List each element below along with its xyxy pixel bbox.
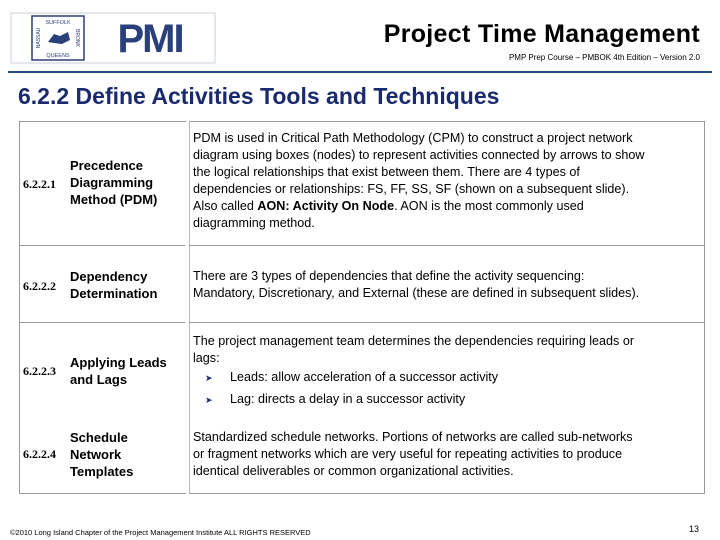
emblem-bottom-text: QUEENS	[46, 53, 70, 59]
pmi-chapter-logo	[10, 12, 216, 64]
arrow-bullet-icon: ➤	[205, 395, 213, 405]
row-number: 6.2.2.1	[23, 177, 56, 191]
technique-name: Schedule Network Templates	[70, 430, 134, 479]
bullet-item: ➤ Lag: directs a delay in a successor activity	[205, 389, 699, 411]
row-divider	[189, 322, 704, 323]
row-number: 6.2.2.3	[23, 364, 56, 378]
emblem-right-text: BRONX	[74, 29, 80, 47]
emblem-top-text: SUFFOLK	[45, 20, 71, 26]
emblem-left-text: NASSAU	[36, 27, 42, 49]
course-subtitle: PMP Prep Course – PMBOK 4th Edition – Version 2.0	[508, 53, 700, 62]
slide-title: Project Time Management	[383, 20, 700, 48]
arrow-bullet-icon: ➤	[205, 373, 213, 383]
copyright-footer: ©2010 Long Island Chapter of the Project Management Institute ALL RIGHTS RESERVED	[10, 528, 311, 537]
header-divider	[8, 71, 712, 73]
bullet-item: ➤ Leads: allow acceleration of a successor activity	[205, 367, 699, 389]
technique-name: Dependency Determination	[70, 269, 158, 301]
row-divider	[19, 245, 185, 246]
row-divider	[19, 322, 185, 323]
row-divider	[189, 245, 704, 246]
section-heading: 6.2.2 Define Activities Tools and Techniques	[18, 83, 500, 109]
technique-description: Standardized schedule networks. Portions of networks are called sub-networks or fragment networks which are very useful for repeating activities to produce identical deliverables or common organizational activities.	[193, 430, 633, 478]
aon-term: AON: Activity On Node	[257, 199, 395, 213]
technique-description: PDM is used in Critical Path Methodology (CPM) to construct a project network diagram using boxes (nodes) to represent activities connected by arrows to show the logical relationships that exist between them. There are 4 types of dependencies or relationships: FS, FF, SS, SF (shown on a subsequent slide). Also called AON: Activity On Node. AON is the most commonly used diagramming method.	[193, 130, 699, 232]
page-number: 13	[688, 524, 699, 534]
aon-line: Also called AON: Activity On Node. AON is the most commonly used	[193, 199, 584, 213]
row-number: 6.2.2.2	[23, 279, 56, 293]
technique-description: The project management team determines the dependencies requiring leads or lags: ➤ Leads: allow acceleration of a successor activity ➤ Lag: directs a delay in a successor activity	[193, 333, 699, 411]
row-number: 6.2.2.4	[23, 447, 56, 461]
technique-name: Precedence Diagramming Method (PDM)	[70, 158, 158, 207]
technique-description: There are 3 types of dependencies that define the activity sequencing: Mandatory, Discretionary, and External (these are defined in subsequent slides).	[193, 269, 640, 300]
pmi-brand-text: PMI	[117, 17, 183, 61]
technique-name: Applying Leads and Lags	[70, 355, 167, 387]
